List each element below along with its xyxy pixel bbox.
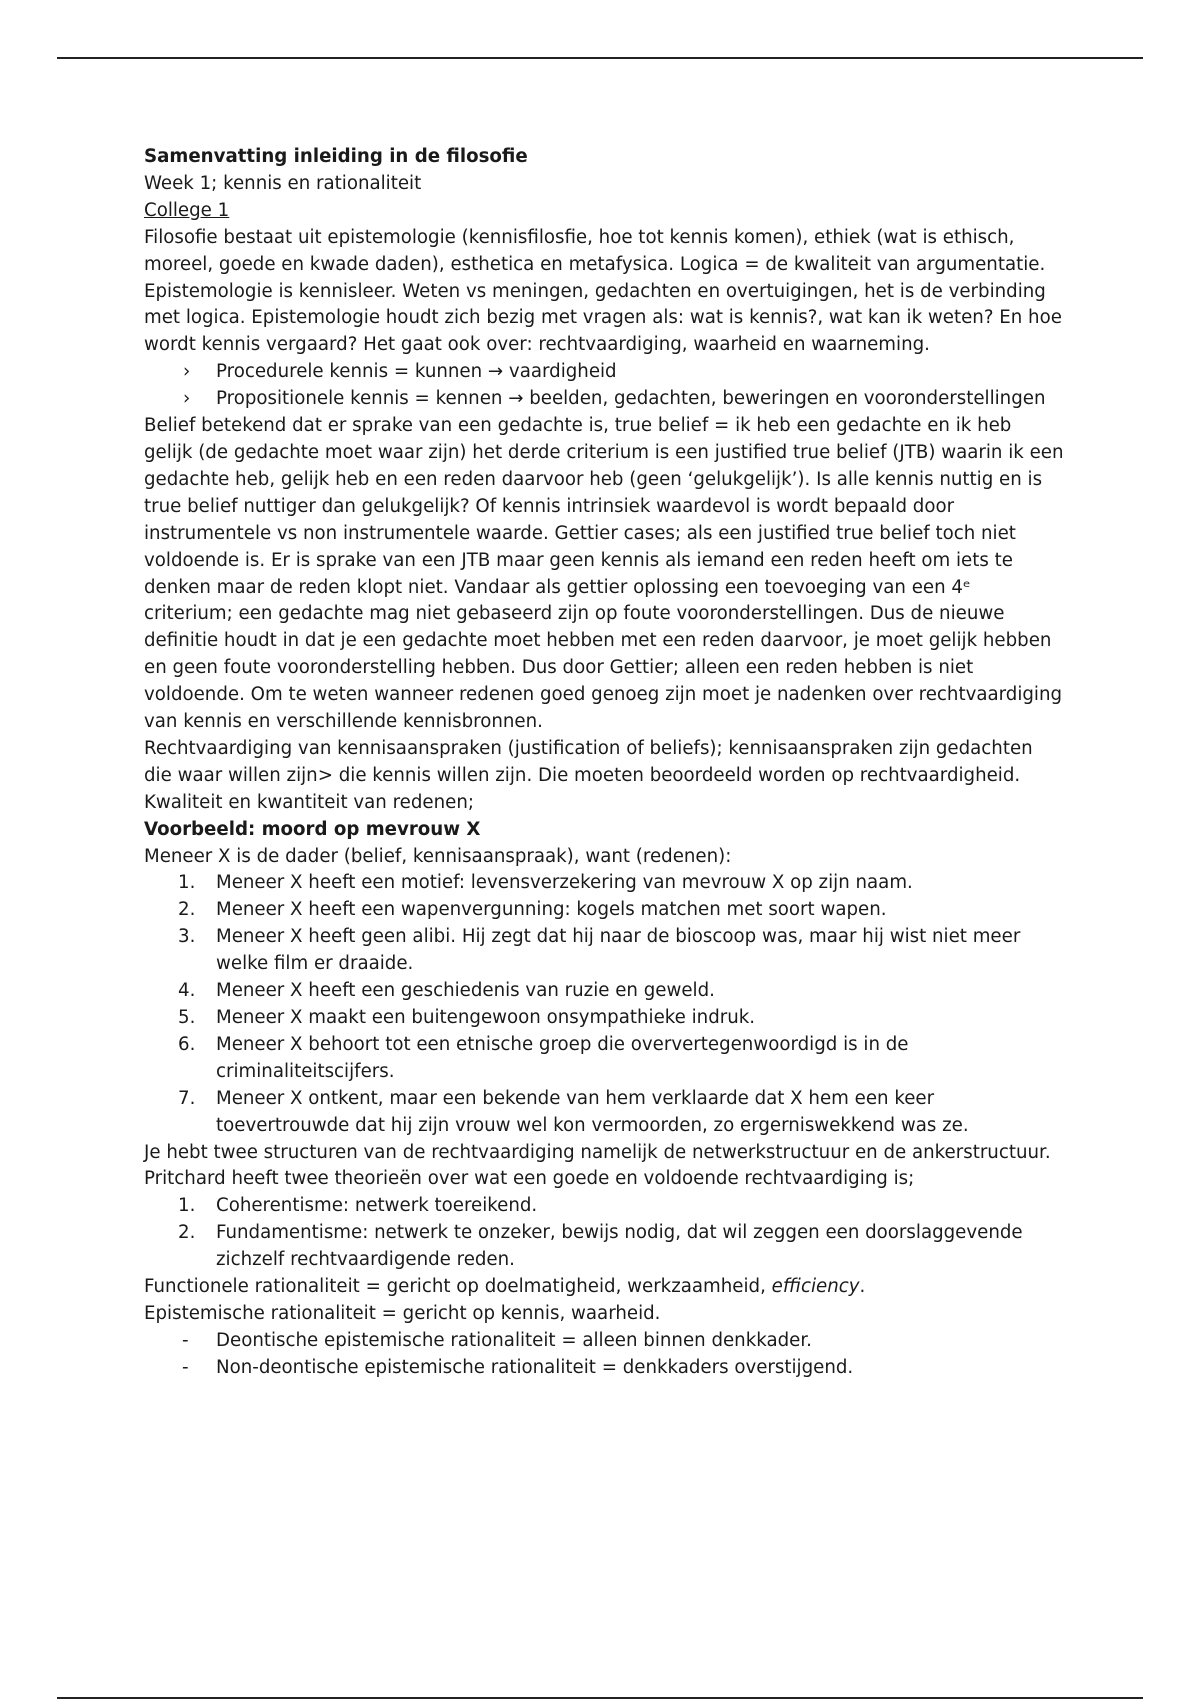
list-item bbox=[144, 359, 1064, 386]
list-item-text: Propositionele kennis = kennen → beelden, gedachten, beweringen en vooronderstellingen bbox=[216, 388, 1046, 410]
list-item bbox=[144, 1005, 1064, 1032]
list-number: 1. bbox=[178, 872, 196, 894]
footer-rule bbox=[57, 1697, 1143, 1699]
list-item-text: Meneer X behoort tot een etnische groep die oververtegenwoordigd is in de criminaliteitscijfers. bbox=[216, 1033, 909, 1082]
list-item-text: Fundamentisme: netwerk te onzeker, bewijs nodig, dat wil zeggen een doorslaggevende zichzelf rechtvaardigende reden. bbox=[216, 1222, 1023, 1271]
list-item bbox=[144, 978, 1064, 1005]
list-item-text: Coherentisme: netwerk toereikend. bbox=[216, 1195, 538, 1217]
epistemic-types-list bbox=[144, 1328, 1064, 1382]
list-item-text: Meneer X maakt een buitengewoon onsympathieke indruk. bbox=[216, 1007, 756, 1028]
list-number: 5. bbox=[178, 1007, 196, 1028]
list-item bbox=[144, 897, 1064, 924]
chevron-bullet-icon: › bbox=[183, 361, 191, 383]
example-heading: Voorbeeld: moord op mevrouw X bbox=[144, 818, 481, 840]
list-item-text: Deontische epistemische rationaliteit = alleen binnen denkkader. bbox=[216, 1329, 812, 1351]
functional-end: . bbox=[859, 1276, 866, 1298]
list-item-text: Meneer X heeft geen alibi. Hij zegt dat hij naar de bioscoop was, maar hij wist niet meer welke film er draaide. bbox=[216, 926, 1021, 975]
chevron-bullet-icon: › bbox=[183, 388, 191, 410]
paragraph: Epistemische rationaliteit = gericht op kennis, waarheid. bbox=[144, 1302, 661, 1324]
paragraph: Kwaliteit en kwantiteit van redenen; bbox=[144, 791, 474, 813]
paragraph: Filosofie bestaat uit epistemologie (kennisfilosfie, hoe tot kennis komen), ethiek (wat is ethisch, moreel, goede en kwade daden), esthetica en metafysica. Logica = de kwaliteit van argumentatie. bbox=[144, 226, 1046, 275]
reasons-list bbox=[144, 870, 1064, 1139]
paragraph: Rechtvaardiging van kennisaanspraken (justification of beliefs); kennisaanspraken zijn gedachten die waar willen zijn> die kennis willen zijn. Die moeten beoordeeld worden op rechtvaardigheid. bbox=[144, 737, 1033, 786]
list-item bbox=[144, 870, 1064, 897]
theories-list bbox=[144, 1193, 1064, 1274]
dash-bullet-icon: - bbox=[182, 1356, 189, 1378]
list-item bbox=[144, 1355, 1064, 1382]
list-number: 6. bbox=[178, 1033, 196, 1055]
list-item-text: Meneer X heeft een wapenvergunning: kogels matchen met soort wapen. bbox=[216, 899, 887, 921]
list-item bbox=[144, 1220, 1064, 1274]
college-label: College 1 bbox=[144, 199, 230, 221]
college-heading bbox=[144, 198, 1064, 225]
list-number: 3. bbox=[178, 926, 196, 948]
paragraph bbox=[144, 1274, 1064, 1301]
paragraph: Epistemologie is kennisleer. Weten vs meningen, gedachten en overtuigingen, het is de verbinding met logica. Epistemologie houdt zich bezig met vragen als: wat is kennis?, wat kan ik weten? En hoe wordt kennis vergaard? Het gaat ook over: rechtvaardiging, waarheid en waarneming. bbox=[144, 280, 1062, 356]
knowledge-types-list bbox=[144, 359, 1064, 413]
list-item-text: Procedurele kennis = kunnen → vaardigheid bbox=[216, 361, 617, 383]
list-number: 2. bbox=[178, 1222, 196, 1244]
example-intro: Meneer X is de dader (belief, kennisaanspraak), want (redenen): bbox=[144, 845, 732, 867]
paragraph: Je hebt twee structuren van de rechtvaardiging namelijk de netwerkstructuur en de ankerstructuur. Pritchard heeft twee theorieën over wat een goede en voldoende rechtvaardiging is; bbox=[144, 1141, 1051, 1190]
list-item-text: Meneer X heeft een motief: levensverzekering van mevrouw X op zijn naam. bbox=[216, 872, 913, 894]
list-item-text: Meneer X heeft een geschiedenis van ruzie en geweld. bbox=[216, 980, 715, 1002]
week-heading: Week 1; kennis en rationaliteit bbox=[144, 172, 422, 194]
list-number: 7. bbox=[178, 1087, 196, 1109]
list-item bbox=[144, 1193, 1064, 1220]
list-item-text: Meneer X ontkent, maar een bekende van hem verklaarde dat X hem een keer toevertrouwde dat hij zijn vrouw wel kon vermoorden, zo ergerniswekkend was ze. bbox=[216, 1087, 969, 1136]
paragraph: Belief betekend dat er sprake van een gedachte is, true belief = ik heb een gedachte en ik heb gelijk (de gedachte moet waar zijn) het derde criterium is een justified true belief (JTB) waarin ik een gedachte heb, gelijk heb en een reden daarvoor heb (geen ‘gelukgelijk’). Is alle kennis nuttig en is true belief nuttiger dan gelukgelijk? Of kennis intrinsiek waardevol is wordt bepaald door instrumentele vs non instrumentele waarde. Gettier cases; als een justified true belief toch niet voldoende is. Er is sprake van een JTB maar geen kennis als iemand een reden heeft om iets te denken maar de reden klopt niet. Vandaar als gettier oplossing een toevoeging van een 4ᵉ criterium; een gedachte mag niet gebaseerd zijn op foute vooronderstellingen. Dus de nieuwe definitie houdt in dat je een gedachte moet hebben met een reden daarvoor, je moet gelijk hebben en geen foute vooronderstelling hebben. Dus door Gettier; alleen een reden hebben is niet voldoende. Om te weten wanneer redenen goed genoeg zijn moet je nadenken over rechtvaardiging van kennis en verschillende kennisbronnen. bbox=[144, 415, 1064, 733]
list-number: 4. bbox=[178, 980, 196, 1002]
functional-emphasis: efficiency bbox=[771, 1276, 860, 1298]
document-title: Samenvatting inleiding in de filosofie bbox=[144, 146, 528, 167]
list-item-text: Non-deontische epistemische rationaliteit = denkkaders overstijgend. bbox=[216, 1356, 854, 1378]
list-item bbox=[144, 386, 1064, 413]
document-body bbox=[144, 144, 1064, 1382]
list-item bbox=[144, 1032, 1064, 1086]
list-item bbox=[144, 1086, 1064, 1140]
dash-bullet-icon: - bbox=[182, 1329, 189, 1351]
header-rule bbox=[57, 57, 1143, 59]
functional-text: Functionele rationaliteit = gericht op doelmatigheid, werkzaamheid, bbox=[144, 1276, 772, 1298]
list-number: 1. bbox=[178, 1195, 196, 1217]
list-item bbox=[144, 924, 1064, 978]
list-number: 2. bbox=[178, 899, 196, 921]
list-item bbox=[144, 1328, 1064, 1355]
